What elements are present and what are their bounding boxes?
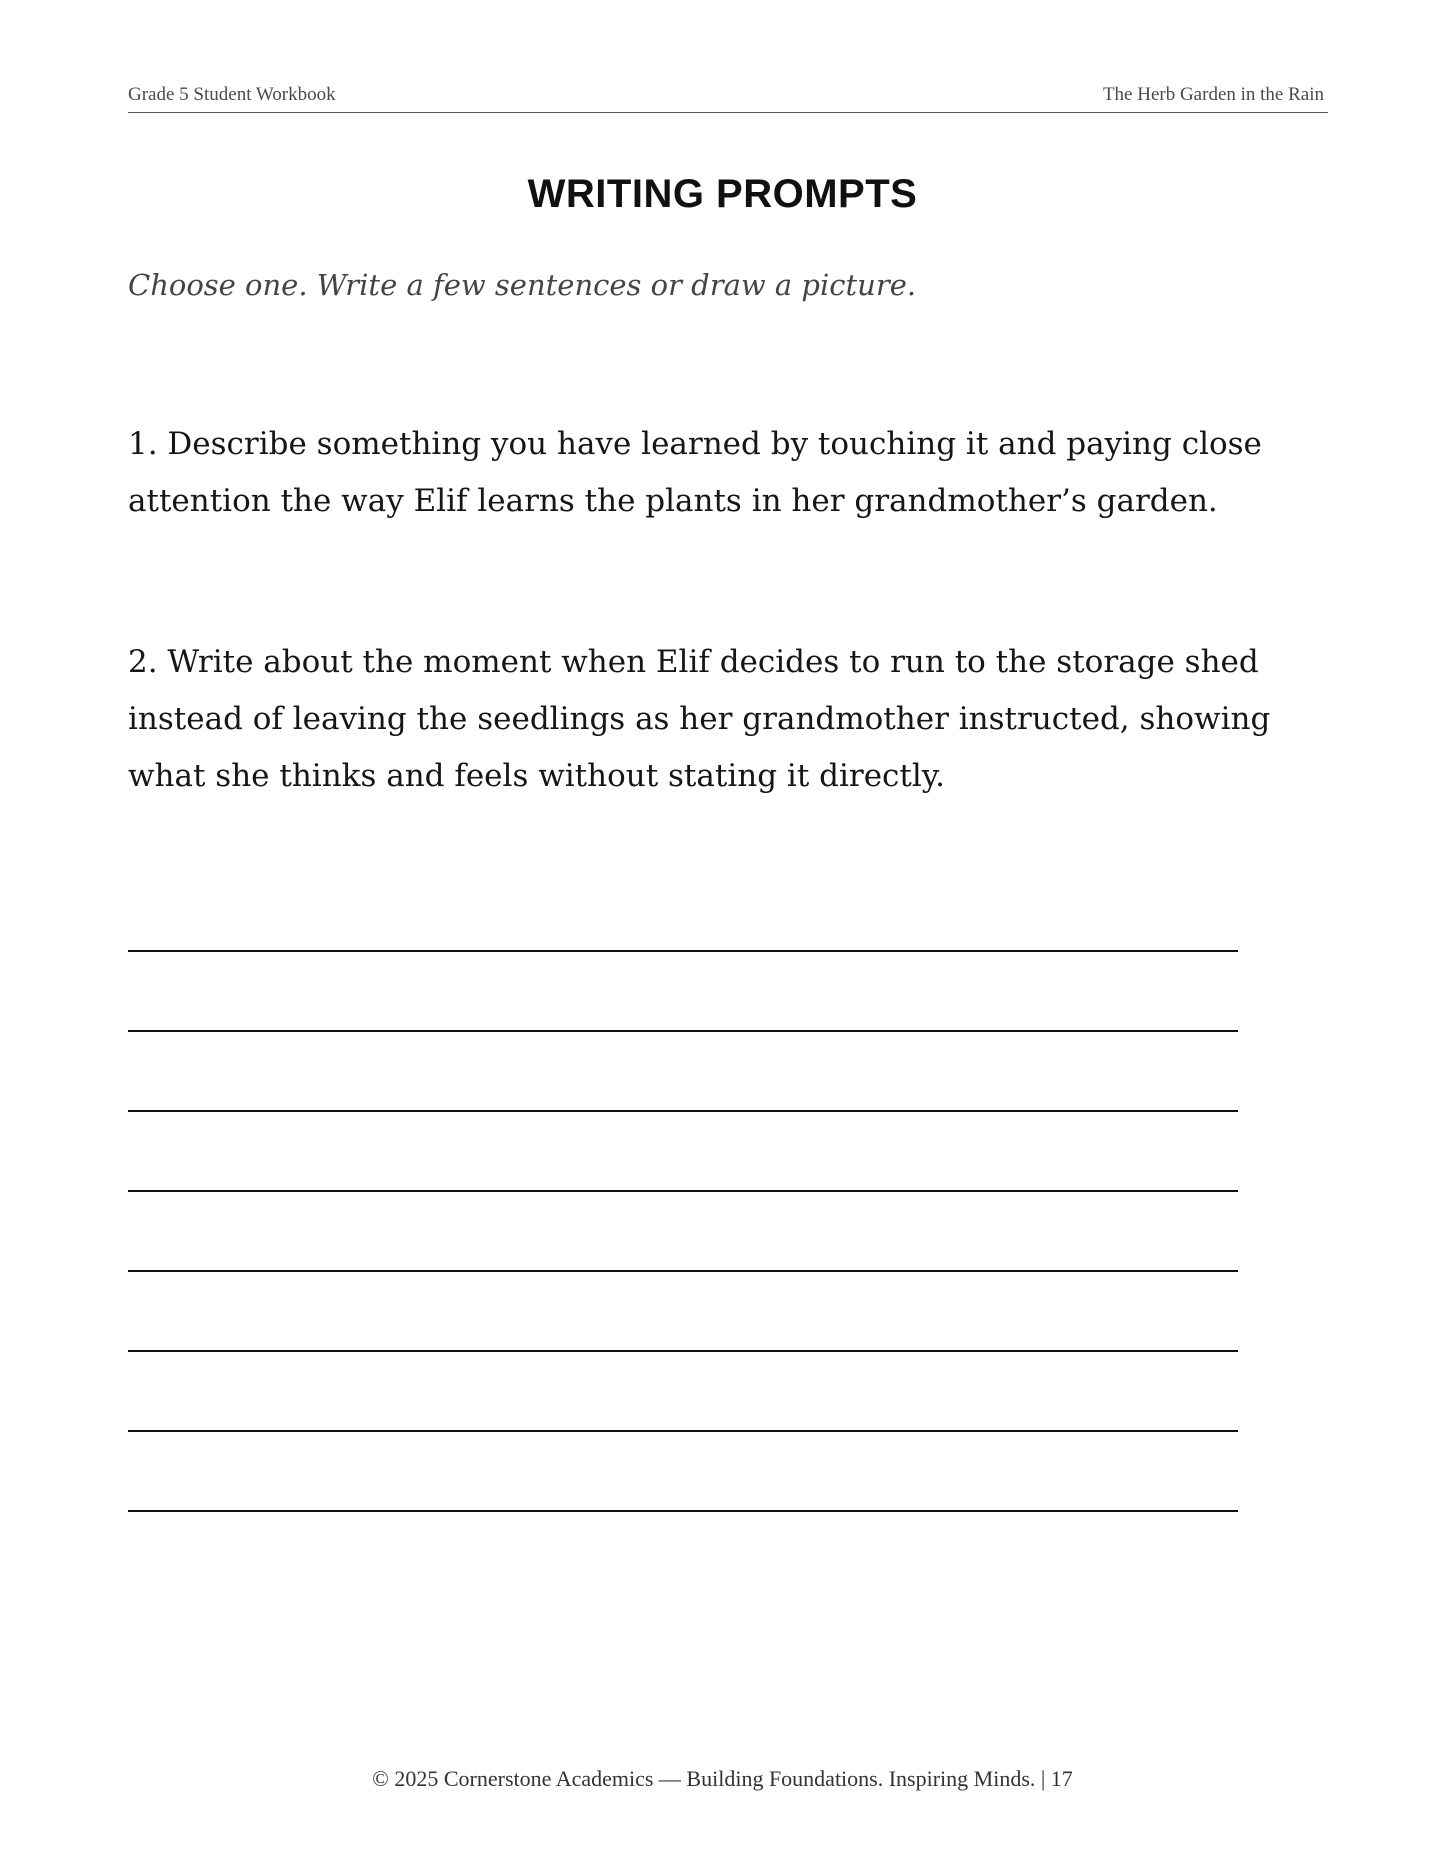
answer-line[interactable] <box>128 1192 1238 1272</box>
answer-line[interactable] <box>128 952 1238 1032</box>
page-footer: © 2025 Cornerstone Academics — Building Foundations. Inspiring Minds. | 17 <box>372 1766 1073 1791</box>
page-header <box>128 82 1328 113</box>
page-title: WRITING PROMPTS <box>527 172 918 216</box>
answer-line[interactable] <box>128 924 1238 952</box>
header-workbook-title: Grade 5 Student Workbook <box>128 84 336 105</box>
writing-prompt-2: 2. Write about the moment when Elif decides to run to the storage shed instead of leaving the seedlings as her grandmother instructed, showing what she thinks and feels without stating it directly. <box>128 644 1271 794</box>
answer-line[interactable] <box>128 1112 1238 1192</box>
answer-line[interactable] <box>128 1432 1238 1512</box>
answer-line[interactable] <box>128 1352 1238 1432</box>
answer-line[interactable] <box>128 1032 1238 1112</box>
writing-prompt-1: 1. Describe something you have learned by touching it and paying close attention the way Elif learns the plants in her grandmother’s garden. <box>128 426 1262 519</box>
answer-line[interactable] <box>128 1272 1238 1352</box>
header-story-title: The Herb Garden in the Rain <box>1102 84 1324 105</box>
answer-lines <box>128 924 1238 1512</box>
instructions: Choose one. Write a few sentences or draw a picture. <box>128 268 917 302</box>
